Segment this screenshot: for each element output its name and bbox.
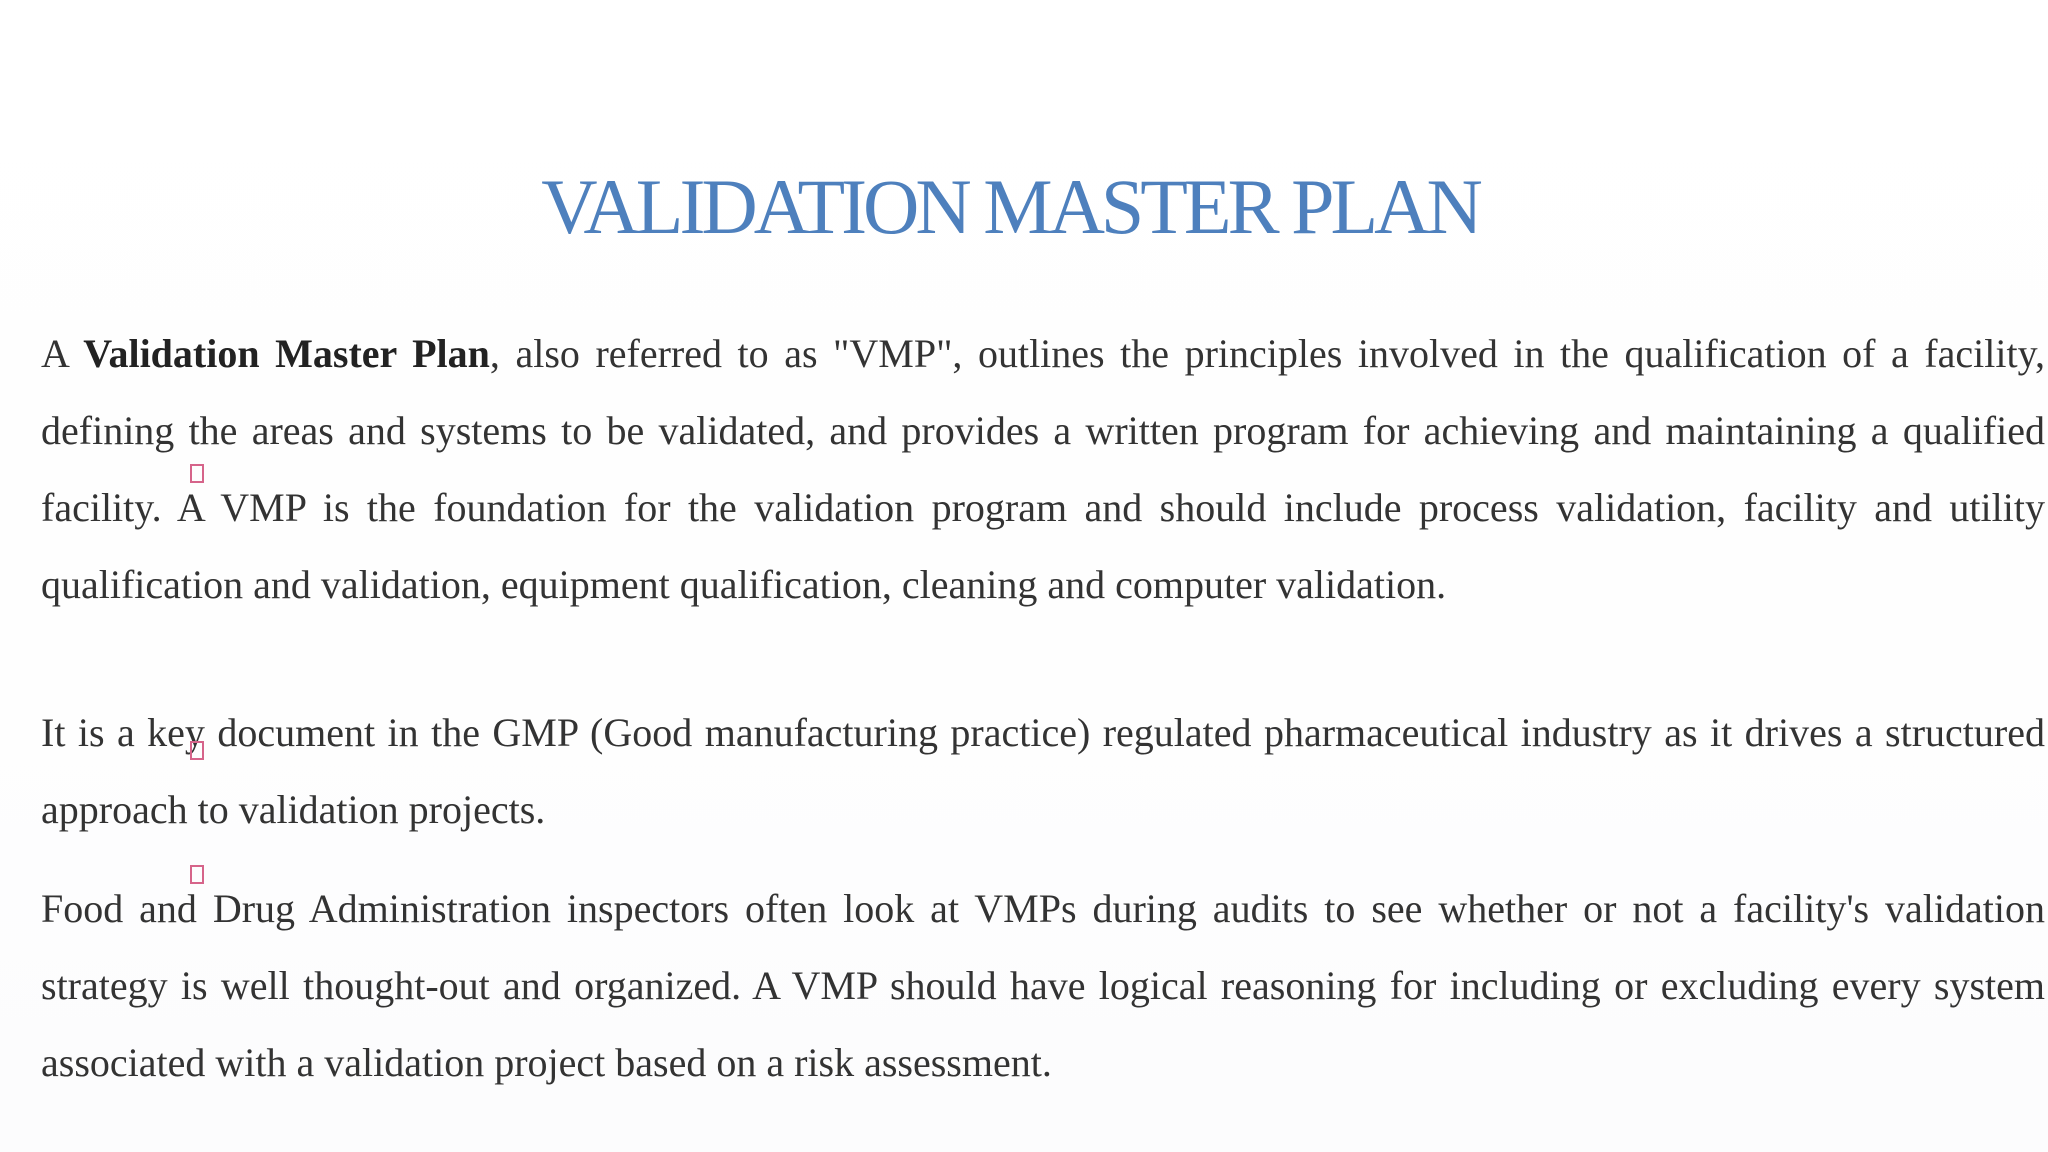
slide-title: VALIDATION MASTER PLAN [541,163,1479,250]
paragraph-lead: A [41,331,84,376]
paragraph-rest: , also referred to as "VMP", outlines the principles involved in the qualification of a facility, defining the areas and systems to be validated, and provides a written program for achieving and maintaining a qualified facility. A VMP is the foundation for the validation program and should include process validation, facility and utility qualification and validation, equipment qualification, cleaning and computer validation. [41,331,2045,607]
missing-glyph-marker [190,464,204,483]
paragraph-fda: Food and Drug Administration inspectors often look at VMPs during audits to see whether or not a facility's validation strategy is well thought-out and organized. A VMP should have logical reasoning for including or excluding every system associated with a validation project based on a risk assessment. [41,886,2045,1085]
paragraph-gmp: It is a key document in the GMP (Good manufacturing practice) regulated pharmaceutical industry as it drives a structured approach to validation projects. [41,710,2045,832]
missing-glyph-marker [190,741,204,760]
paragraph-vmp-definition [41,315,2045,623]
missing-glyph-marker [190,865,204,884]
bold-term: Validation Master Plan [83,331,490,376]
